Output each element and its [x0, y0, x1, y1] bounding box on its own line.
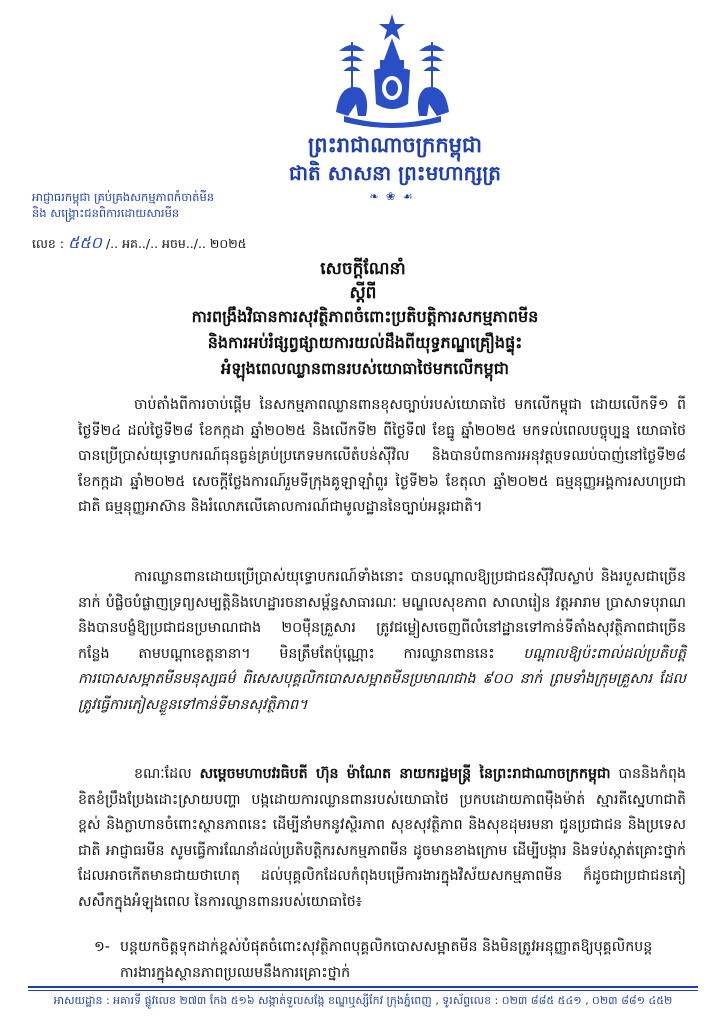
- paragraph-3-text: បាននិងកំពុងខិតខំប្រឹងប្រែងដោះស្រាយបញ្ហា បង្កដោយការឈ្លានពានរបស់យោធាថៃ ប្រកបដោយភាពម៉ឺងម៉ាត់ ស្មារតីស្នេហាជាតិខ្ពស់ និងក្លាហានចំពោះស្ថានភាពនេះ ដើម្បីនាំមកនូវស្ថិរភាព សុខសុវត្ថិភាព និងសុខដុមរមនា ជូនប្រជាជន និងប្រទេសជាតិ អាជ្ញាធរមីន សូមធ្វើការណែនាំដល់ប្រតិបត្តិករសកម្មភាពមីន ដូចមានខាងក្រោម ដើម្បីបង្ការ និងទប់ស្កាត់គ្រោះថ្នាក់ដែលអាចកើតមានជាយថាហេតុ ដល់បុគ្គលិកដែលកំពុងបម្រើការងារក្នុងវិស័យសកម្មភាពមីន ក៏ដូចជាប្រជាជនភៀសសឹកក្នុងអំឡុងពេល នៃការឈ្លានពានរបស់យោធាថៃ៖: [78, 766, 687, 910]
- list-item-number: ១-: [94, 939, 110, 955]
- footer-divider: [28, 986, 698, 988]
- kingdom-title: ព្រះរាជាណាចក្រកម្ពុជា: [307, 132, 482, 157]
- issuing-authority-line2: និង សង្គ្រោះជនពិការដោយសារមីន: [32, 206, 180, 220]
- list-item-text: បន្តយកចិត្តទុកដាក់ខ្ពស់បំផុតចំពោះសុវត្ថិភាពបុគ្គលិកបោសសម្អាតមីន និងមិនត្រូវអនុញ្ញាតឱ្យបុគ្គលិកបន្តការងារក្នុងស្ថានភាពប្រឈមនឹងការគ្រោះថ្នាក់: [120, 939, 653, 981]
- reference-prefix: លេខ :: [32, 236, 64, 251]
- footer-divider-thin: [28, 990, 698, 991]
- body-paragraph-2: [78, 565, 686, 719]
- reference-suffix: /.. អគ../.. អចម../.. ២០២៥: [105, 236, 247, 251]
- reference-number-handwritten: ៥៥០: [67, 233, 102, 252]
- body-paragraph-3: [78, 762, 686, 916]
- body-paragraph-1: [78, 393, 686, 521]
- document-type-title: សេចក្ដីណែនាំ: [320, 259, 406, 279]
- paragraph-2-text: ការឈ្លានពានដោយប្រើប្រាស់យុទ្ធោបករណ៍ទាំងនោះ បានបណ្ដាលឱ្យប្រជាជនស៊ីវិលស្លាប់ និងរបួសជាច្រើននាក់ បំផ្លិចបំផ្លាញទ្រព្យសម្បត្តិនិងហេដ្ឋារចនាសម្ព័ន្ធសាធារណៈ មណ្ឌលសុខភាព សាលារៀន វត្តអារាម ប្រាសាទបុរាណ និងបានបង្ខំឱ្យប្រជាជនប្រមាណជាង ២០ម៉ឺនគ្រួសារ ត្រូវជម្លៀសចេញពីលំនៅដ្ឋានទៅកាន់ទីតាំងសុវត្ថិភាពជាច្រើនកន្លែង តាមបណ្ដាខេត្តនានា។ មិនត្រឹមតែប៉ុណ្ណោះ ការឈ្លានពាននេះ: [78, 569, 686, 662]
- document-about-label: ស្ដីពី: [349, 283, 377, 303]
- national-motto: ជាតិ សាសនា ព្រះមហាក្សត្រ: [289, 161, 501, 185]
- list-item: [94, 935, 686, 986]
- paragraph-2-italic-text: បណ្ដាលឱ្យប៉ះពាល់ដល់ប្រតិបត្តិការបោសសម្អាតមីនមនុស្សធម៌ ពិសេសបុគ្គលិកបោសសម្អាតមីនប្រមាណជាង ៩០០ នាក់ ព្រមទាំងក្រុមគ្រួសារ ដែលត្រូវធ្វើការភៀសខ្លួនទៅកាន់ទីមានសុវត្ថិភាព។: [78, 645, 686, 713]
- paragraph-1-text: ចាប់តាំងពីការចាប់ផ្ដើម នៃសកម្មភាពឈ្លានពានខុសច្បាប់របស់យោធាថៃ មកលើកម្ពុជា ដោយលើកទី១ ពីថ្ងៃទី២៤ ដល់ថ្ងៃទី២៨ ខែកក្កដា ឆ្នាំ២០២៥ និងលើកទី២ ពីថ្ងៃទី៧ ខែធ្នូ ឆ្នាំ២០២៥ មកទល់ពេលបច្ចុប្បន្ន យោធាថៃបានប្រើប្រាស់យុទ្ធោបករណ៍ធុនធ្ងន់គ្រប់ប្រភេទមកលើតំបន់ស៊ីវិល និងបានបំពានការអនុវត្តបទឈប់បាញ់នៅថ្ងៃទី២៨ ខែកក្កដា ឆ្នាំ២០២៥ សេចក្ដីថ្លែងការណ៍រួមទីក្រុងគូឡាឡាំពួរ ថ្ងៃទី២៦ ខែតុលា ឆ្នាំ២០២៥ ធម្មនុញ្ញអង្គការសហប្រជាជាតិ ធម្មនុញ្ញអាស៊ាន និងរំលោភលើគោលការណ៍ជាមូលដ្ឋាននៃច្បាប់អន្តរជាតិ។: [78, 397, 686, 516]
- subject-line-1: ការពង្រឹងវិធានការសុវត្ថិភាពចំពោះប្រតិបត្តិការសកម្មភាពមីន: [191, 307, 539, 326]
- royal-arms-emblem-icon: [330, 12, 455, 130]
- reference-number: [32, 232, 247, 256]
- paragraph-3-bold-name: សម្ដេចមហាបវរធិបតី ហ៊ុន ម៉ាណែត នាយករដ្ឋមន្ត្រី នៃព្រះរាជាណាចក្រកម្ពុជា: [199, 766, 611, 782]
- ornament-divider-icon: ❧ ❀ ☙: [369, 190, 415, 203]
- issuing-authority-line1: អាជ្ញាធរកម្ពុជា គ្រប់គ្រងសកម្មភាពកំចាត់មីន: [32, 190, 215, 204]
- subject-line-3: អំឡុងពេលឈ្លានពានរបស់យោធាថៃមកលើកម្ពុជា: [221, 359, 509, 378]
- paragraph-3-lead: ខណៈដែល: [134, 766, 200, 782]
- footer-address: អាសយដ្ឋាន : អគារទី ផ្លូវលេខ ២៧៣ កែង ៥១៦ សង្កាត់ទួលសង្កែ ខណ្ឌឬស្សីកែវ ក្រុងភ្នំពេញ ‚ ទូរស័ព្ទលេខ : ០២៣ ៨៨៥ ៥៤១ ‚ ០២៣ ៨៨១ ៤៥២: [53, 994, 673, 1007]
- subject-line-2: និងការអប់រំផ្សព្វផ្សាយការយល់ដឹងពីយុទ្ធភណ្ឌគ្រឿងផ្ទុះ: [207, 333, 523, 352]
